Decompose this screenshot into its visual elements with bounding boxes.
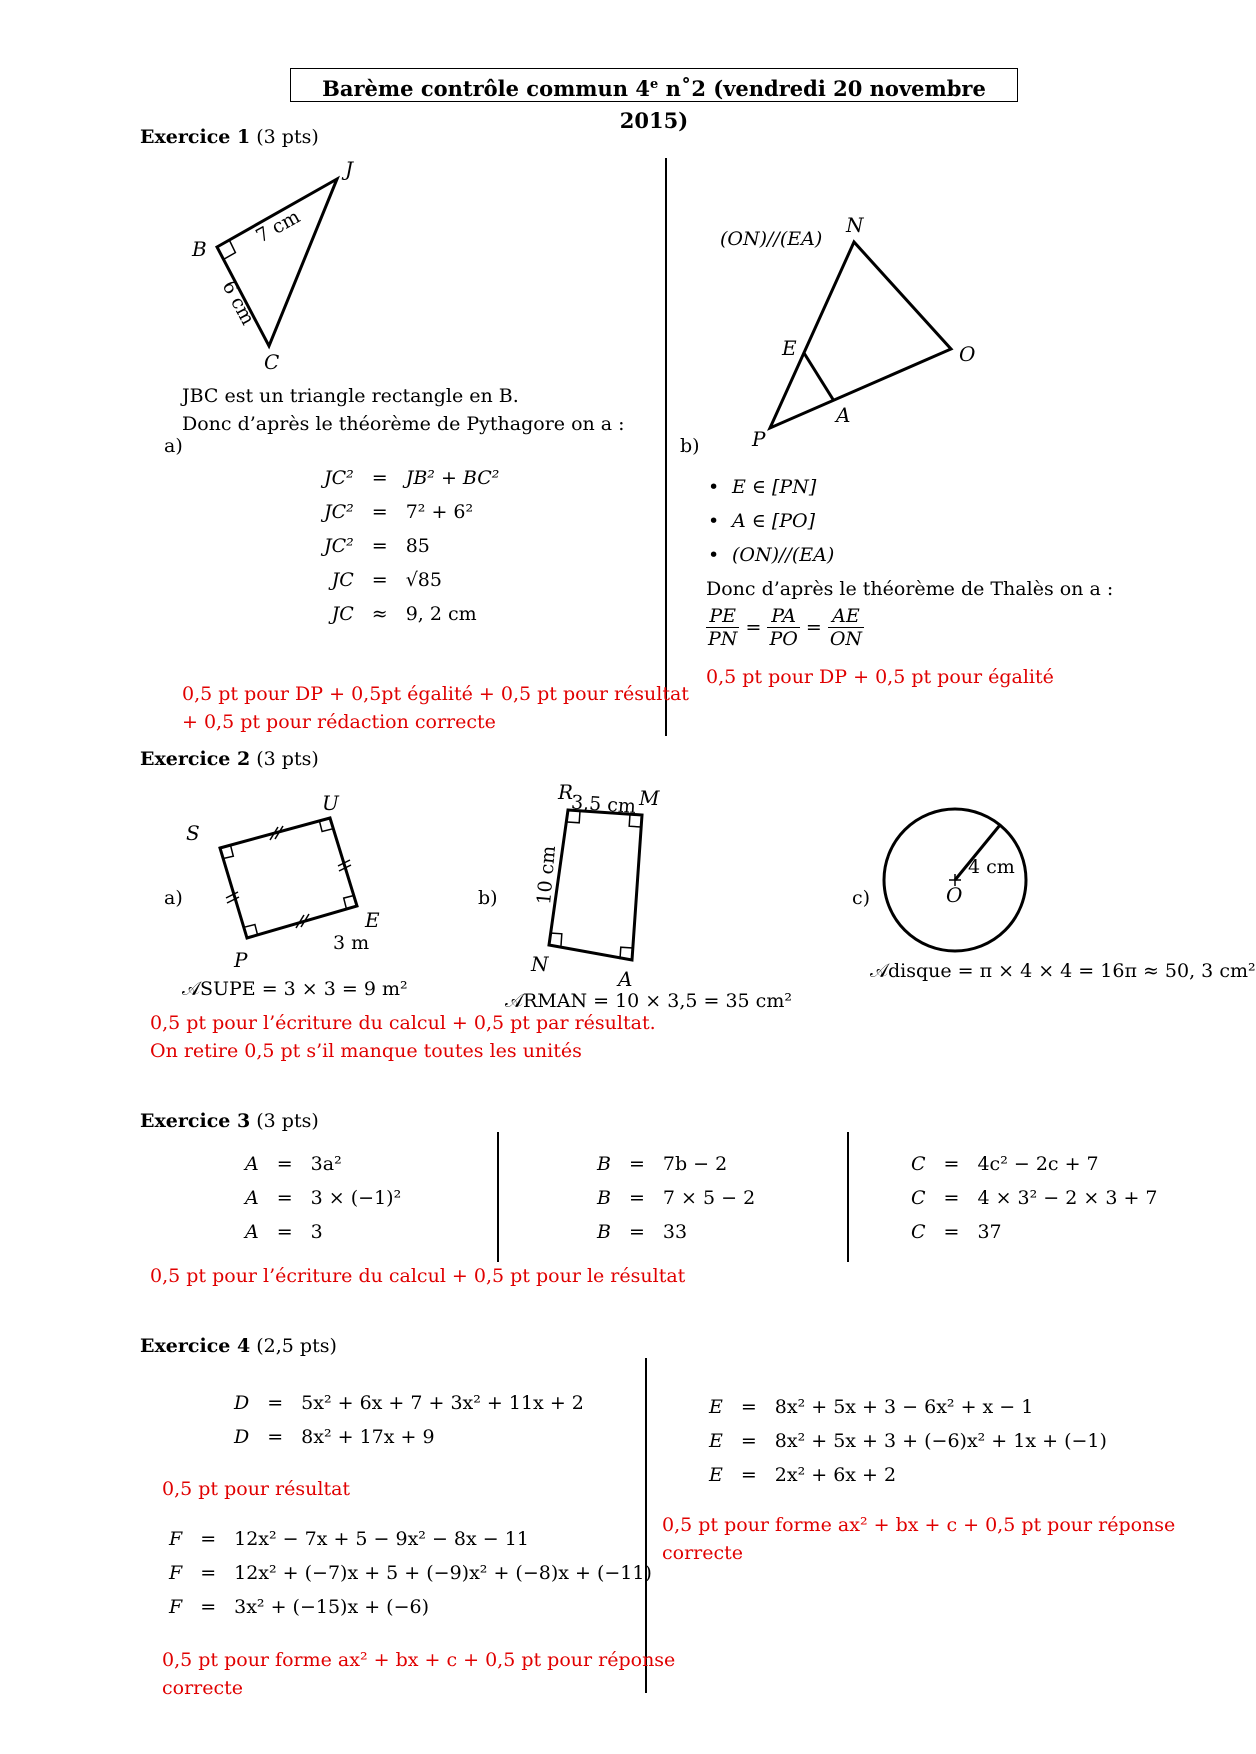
label-bj-length: 7 cm <box>252 205 304 248</box>
equation-row: B = 7b − 2 <box>597 1153 728 1175</box>
ex4-title: Exercice 4 (2,5 pts) <box>140 1335 337 1357</box>
equation-row: JC = √85 <box>331 569 442 591</box>
equation-row: F = 12x² − 7x + 5 − 9x² − 8x − 11 <box>169 1528 529 1550</box>
equation-row: JC ≈ 9, 2 cm <box>331 603 477 625</box>
label-s: S <box>186 821 200 845</box>
ex1-b-fractions: $\frac{PE}{PN}$ = $\frac{PA}{PO}$ = $\frac{AE}{ON}$ <box>708 605 863 650</box>
ex1-a-tag: a) <box>164 435 183 457</box>
ex4-f-bareme1: 0,5 pt pour forme ax² + bx + c + 0,5 pt pour réponse <box>162 1649 676 1671</box>
equation-row: B = 7 × 5 − 2 <box>597 1187 756 1209</box>
label-m: M <box>639 786 660 810</box>
ex2-b-tag: b) <box>478 887 498 909</box>
ex1-thales-figure <box>700 205 1000 450</box>
equation-row: F = 3x² + (−15)x + (−6) <box>169 1596 429 1618</box>
label-a: A <box>618 967 633 991</box>
fraction-ae-on: $\frac{AE}{ON}$ <box>829 605 863 650</box>
ex2-a-result: 𝒜SUPE = 3 × 3 = 9 m² <box>182 978 408 1000</box>
equation-row: JC² = 7² + 6² <box>324 501 474 523</box>
label-top-length: 3,5 cm <box>570 791 637 818</box>
ex4-d-bareme: 0,5 pt pour résultat <box>162 1478 351 1500</box>
label-b: B <box>192 237 207 261</box>
label-parallel: (ON)//(EA) <box>720 228 823 250</box>
equation-row: A = 3 × (−1)² <box>245 1187 402 1209</box>
ex1-divider <box>665 158 667 736</box>
ex1-b-statement: Donc d’après le théorème de Thalès on a : <box>706 578 1114 600</box>
equation-row: E = 2x² + 6x + 2 <box>709 1464 897 1486</box>
ex4-f-bareme2: correcte <box>162 1677 244 1699</box>
label-side: 3 m <box>333 932 370 954</box>
label-r: R <box>558 780 574 804</box>
ex1-a-statement2: Donc d’après le théorème de Pythagore on a : <box>182 413 625 435</box>
ex3-divider-1 <box>497 1132 499 1262</box>
ex3-divider-2 <box>847 1132 849 1262</box>
ex1-title: Exercice 1 (3 pts) <box>140 126 319 148</box>
ex2-c-tag: c) <box>852 887 871 909</box>
label-o: O <box>959 342 976 366</box>
ex1-b-conditions <box>708 470 834 572</box>
fraction-pe-pn: $\frac{PE}{PN}$ <box>708 605 738 650</box>
ex3-a-equations <box>236 1147 410 1249</box>
label-j: J <box>345 157 354 181</box>
condition-item: • A ∈ [PO] <box>708 504 834 538</box>
ex3-title: Exercice 3 (3 pts) <box>140 1110 319 1132</box>
ex1-triangle-figure <box>180 155 380 375</box>
equation-row: E = 8x² + 5x + 3 − 6x² + x − 1 <box>709 1396 1034 1418</box>
label-bc-length: 6 cm <box>217 277 259 329</box>
ex2-square-figure <box>186 790 390 975</box>
ex2-c-result: 𝒜disque = π × 4 × 4 = 16π ≈ 50, 3 cm² <box>870 960 1256 982</box>
ex3-bareme: 0,5 pt pour l’écriture du calcul + 0,5 pt pour le résultat <box>150 1265 686 1287</box>
ex1-b-tag: b) <box>680 435 700 457</box>
ex1-a-bareme1: 0,5 pt pour DP + 0,5pt égalité + 0,5 pt pour résultat <box>182 683 689 705</box>
label-n: N <box>846 213 864 237</box>
ex2-bareme2: On retire 0,5 pt s’il manque toutes les unités <box>150 1040 582 1062</box>
equation-row: C = 4 × 3² − 2 × 3 + 7 <box>911 1187 1158 1209</box>
equation-row: JC² = JB² + BC² <box>324 467 500 489</box>
ex2-b-result: 𝒜RMAN = 10 × 3,5 = 35 cm² <box>505 990 792 1012</box>
triangle-jbc <box>217 179 337 346</box>
equation-row: E = 8x² + 5x + 3 + (−6)x² + 1x + (−1) <box>709 1430 1107 1452</box>
ex1-b-bareme: 0,5 pt pour DP + 0,5 pt pour égalité <box>706 666 1054 688</box>
ex2-a-tag: a) <box>164 887 183 909</box>
equation-row: D = 5x² + 6x + 7 + 3x² + 11x + 2 <box>234 1392 584 1414</box>
label-e: E <box>365 908 380 932</box>
ex2-bareme1: 0,5 pt pour l’écriture du calcul + 0,5 pt par résultat. <box>150 1012 656 1034</box>
ex3-b-equations <box>588 1147 764 1249</box>
label-u: U <box>322 791 339 815</box>
label-e: E <box>782 336 797 360</box>
segment-ea <box>804 353 834 401</box>
condition-item: • E ∈ [PN] <box>708 470 834 504</box>
label-p: P <box>752 427 766 451</box>
equation-row: C = 4c² − 2c + 7 <box>911 1153 1099 1175</box>
equation-row: C = 37 <box>911 1221 1002 1243</box>
equation-row: B = 33 <box>597 1221 688 1243</box>
ex1-a-equations <box>315 461 508 631</box>
ex1-a-bareme2: + 0,5 pt pour rédaction correcte <box>182 711 496 733</box>
label-p: P <box>234 948 248 972</box>
ex2-rectangle-figure <box>525 775 685 990</box>
equation-row: A = 3a² <box>245 1153 342 1175</box>
label-radius: 4 cm <box>968 856 1015 878</box>
ex3-c-equations <box>902 1147 1167 1249</box>
equation-row: D = 8x² + 17x + 9 <box>234 1426 435 1448</box>
ex2-circle-figure <box>870 795 1040 965</box>
equation-row: A = 3 <box>245 1221 323 1243</box>
ex1-a-statement1: JBC est un triangle rectangle en B. <box>182 385 519 407</box>
label-c: C <box>264 350 280 374</box>
ex4-d-equations <box>225 1386 593 1454</box>
ex4-e-equations <box>700 1390 1116 1492</box>
label-n: N <box>531 952 549 976</box>
square-supe <box>220 818 357 938</box>
equation-row: F = 12x² + (−7)x + 5 + (−9)x² + (−8)x + (−11) <box>169 1562 652 1584</box>
label-a: A <box>836 403 851 427</box>
fraction-pa-po: $\frac{PA}{PO}$ <box>769 605 798 650</box>
ex2-title: Exercice 2 (3 pts) <box>140 748 319 770</box>
triangle-pno <box>770 242 951 428</box>
ex4-f-equations <box>160 1522 661 1624</box>
equation-row: JC² = 85 <box>324 535 430 557</box>
label-left-length: 10 cm <box>533 844 561 906</box>
label-o: O <box>946 883 963 907</box>
ex4-e-bareme2: correcte <box>662 1542 744 1564</box>
condition-item: • (ON)//(EA) <box>708 538 834 572</box>
rectangle-rman <box>549 810 642 960</box>
ex4-e-bareme1: 0,5 pt pour forme ax² + bx + c + 0,5 pt pour réponse <box>662 1514 1176 1536</box>
page-title: Barème contrôle commun 4e n˚2 (vendredi 20 novembre 2015) <box>290 68 1018 102</box>
